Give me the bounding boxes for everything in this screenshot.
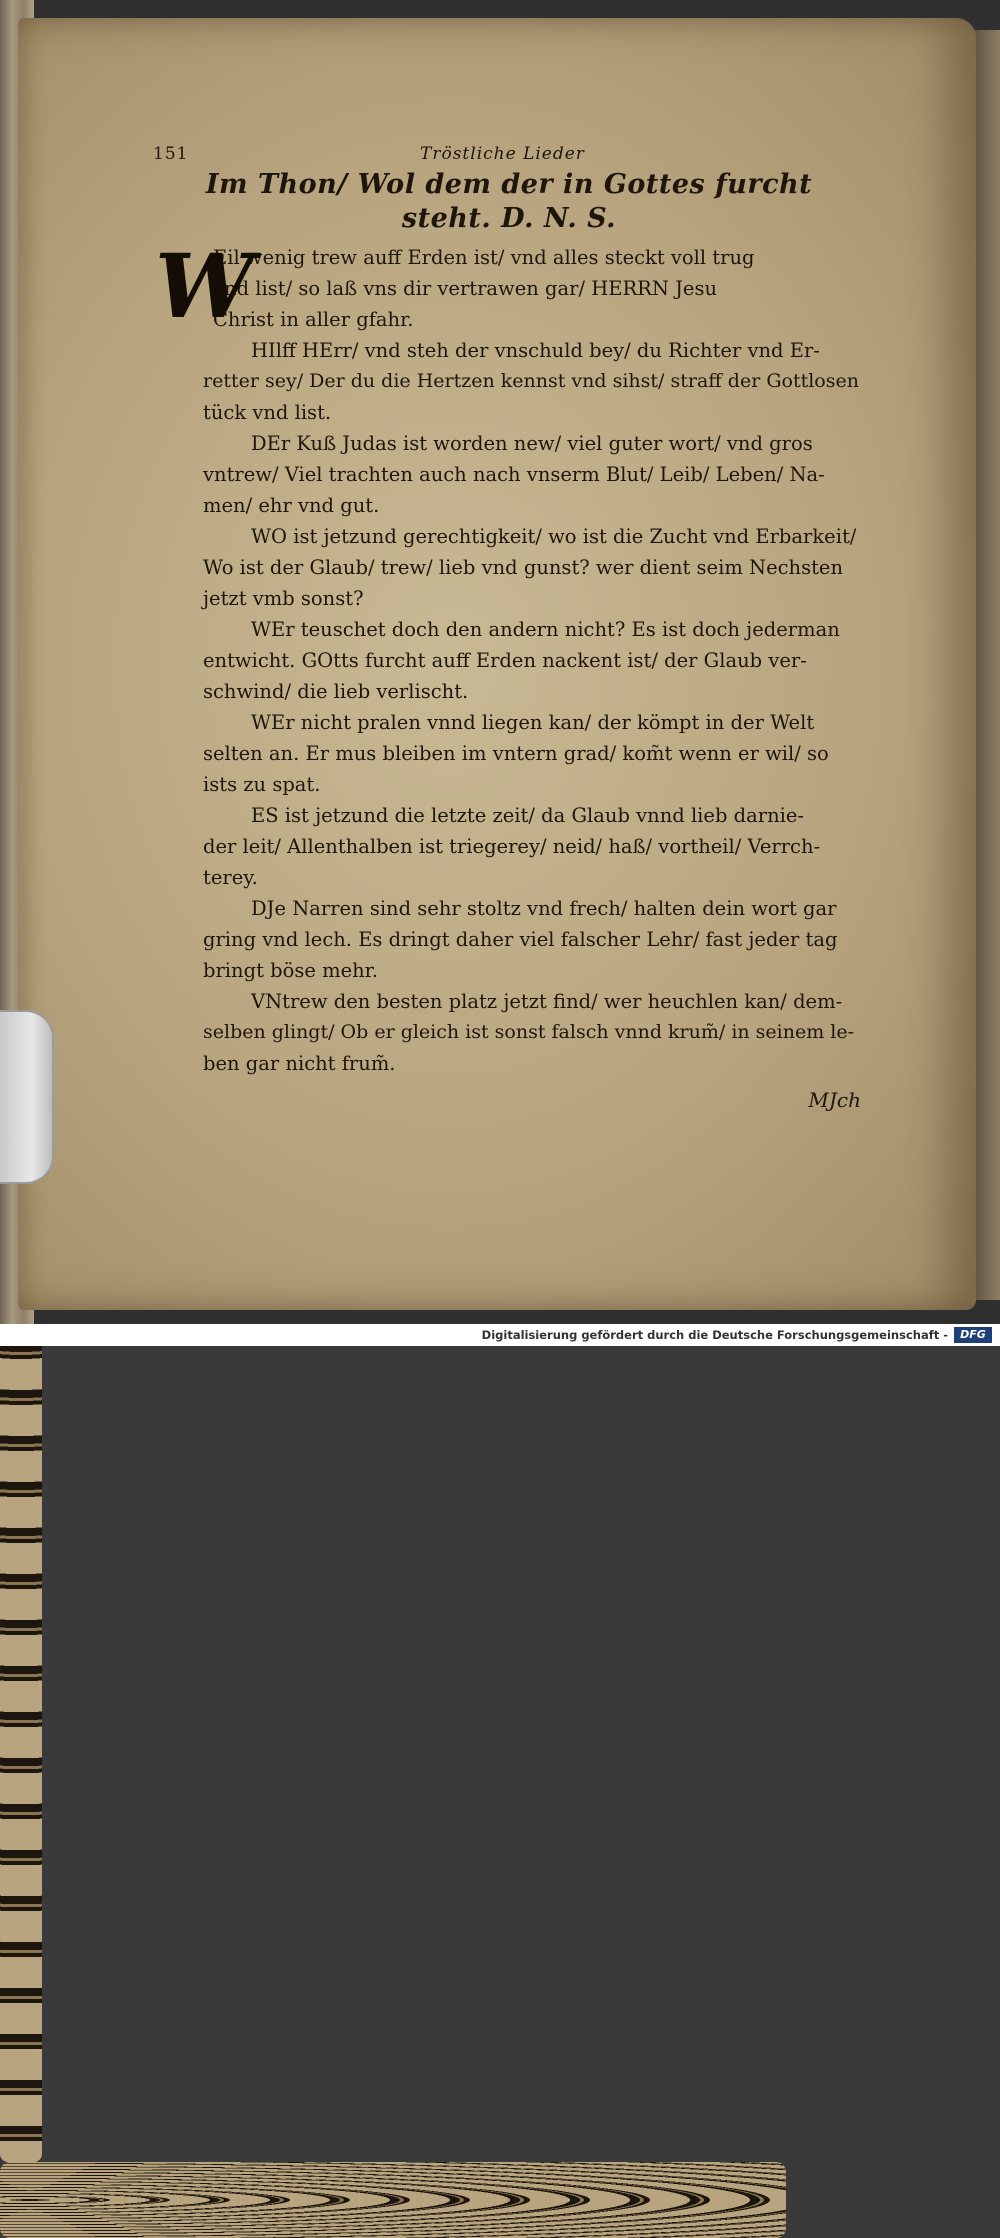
dfg-logo-icon: DFG <box>954 1327 992 1343</box>
stanza-6 <box>155 707 863 800</box>
stanza-line: tück vnd list. <box>203 401 332 424</box>
digitization-footer <box>0 1324 1000 1346</box>
page-header <box>155 140 863 164</box>
stanza-line: VNtrew den besten platz jetzt find/ wer heuchlen kan/ dem- <box>251 990 843 1013</box>
stanza-line: DJe Narren sind sehr stoltz vnd frech/ halten dein wort gar <box>251 897 837 920</box>
stanza-line: HIlff HErr/ vnd steh der vnschuld bey/ du Richter vnd Er- <box>251 339 820 362</box>
stanza-line: vnd list/ so laß vns dir vertrawen gar/ HERRN Jesu <box>213 277 718 300</box>
stanza-4 <box>155 521 863 614</box>
running-head: Tröstliche Lieder <box>420 144 585 164</box>
stanza-line: selben glingt/ Ob er gleich ist sonst falsch vnnd krum̃/ in seinem le- <box>203 1021 855 1043</box>
stanza-line: WEr nicht pralen vnnd liegen kan/ der kömpt in der Welt <box>251 711 815 734</box>
stanza-line: WO ist jetzund gerechtigkeit/ wo ist die Zucht vnd Erbarkeit/ <box>251 525 857 548</box>
stanza-line: terey. <box>203 866 258 889</box>
footer-credit: Digitalisierung gefördert durch die Deutsche Forschungsgemeinschaft - <box>481 1328 948 1342</box>
stanza-line: ES ist jetzund die letzte zeit/ da Glaub vnnd lieb darnie- <box>251 804 804 827</box>
ornament-border-bottom <box>0 2162 786 2238</box>
stanza-3 <box>155 428 863 521</box>
stanza-5 <box>155 614 863 707</box>
stanza-line: gring vnd lech. Es dringt daher viel falscher Lehr/ fast jeder tag <box>203 928 838 951</box>
stanza-7 <box>155 800 863 893</box>
stanza-line: men/ ehr vnd gut. <box>203 494 380 517</box>
stanza-line: ben gar nicht frum̃. <box>203 1052 396 1075</box>
page-number: 151 <box>153 144 189 164</box>
stanza-line: entwicht. GOtts furcht auff Erden nackent ist/ der Glaub ver- <box>203 649 807 672</box>
stanza-9 <box>155 986 863 1079</box>
song-text <box>155 234 863 1116</box>
adjacent-page-edge <box>972 30 1000 1300</box>
stanza-line: der leit/ Allenthalben ist triegerey/ neid/ haß/ vortheil/ Verrch- <box>203 835 821 858</box>
stanza-line: selten an. Er mus bleiben im vntern grad/ kom̃t wenn er wil/ so <box>203 742 829 765</box>
stanza-8 <box>155 893 863 986</box>
stanza-line: retter sey/ Der du die Hertzen kennst vnd sihst/ straff der Gottlosen <box>203 370 859 392</box>
stanza-line: vntrew/ Viel trachten auch nach vnserm Blut/ Leib/ Leben/ Na- <box>203 463 825 486</box>
stanza-2 <box>155 335 863 428</box>
stanza-line: WEr teuschet doch den andern nicht? Es ist doch jederman <box>251 618 840 641</box>
drop-cap: W <box>155 234 254 338</box>
stanza-line: DEr Kuß Judas ist worden new/ viel guter wort/ vnd gros <box>251 432 813 455</box>
heading-line: steht. D. N. S. <box>401 203 617 234</box>
stanza-line: schwind/ die lieb verlischt. <box>203 680 469 703</box>
stanza-line: Christ in aller gfahr. <box>213 308 414 331</box>
stanza-line: ists zu spat. <box>203 773 321 796</box>
text-block <box>155 140 863 1115</box>
page-clamp <box>0 1010 54 1184</box>
stanza-line: Eil wenig trew auff Erden ist/ vnd alles steckt voll trug <box>213 246 755 269</box>
stanza-line: bringt böse mehr. <box>203 959 379 982</box>
heading-line: Im Thon/ Wol dem der in Gottes furcht <box>205 169 813 200</box>
catchword: MJch <box>808 1088 861 1112</box>
stanza-line: Wo ist der Glaub/ trew/ lieb vnd gunst? wer dient seim Nechsten <box>203 556 844 579</box>
stanza-line: jetzt vmb sonst? <box>203 587 364 610</box>
song-heading <box>155 168 863 236</box>
stanza-1 <box>155 234 863 338</box>
